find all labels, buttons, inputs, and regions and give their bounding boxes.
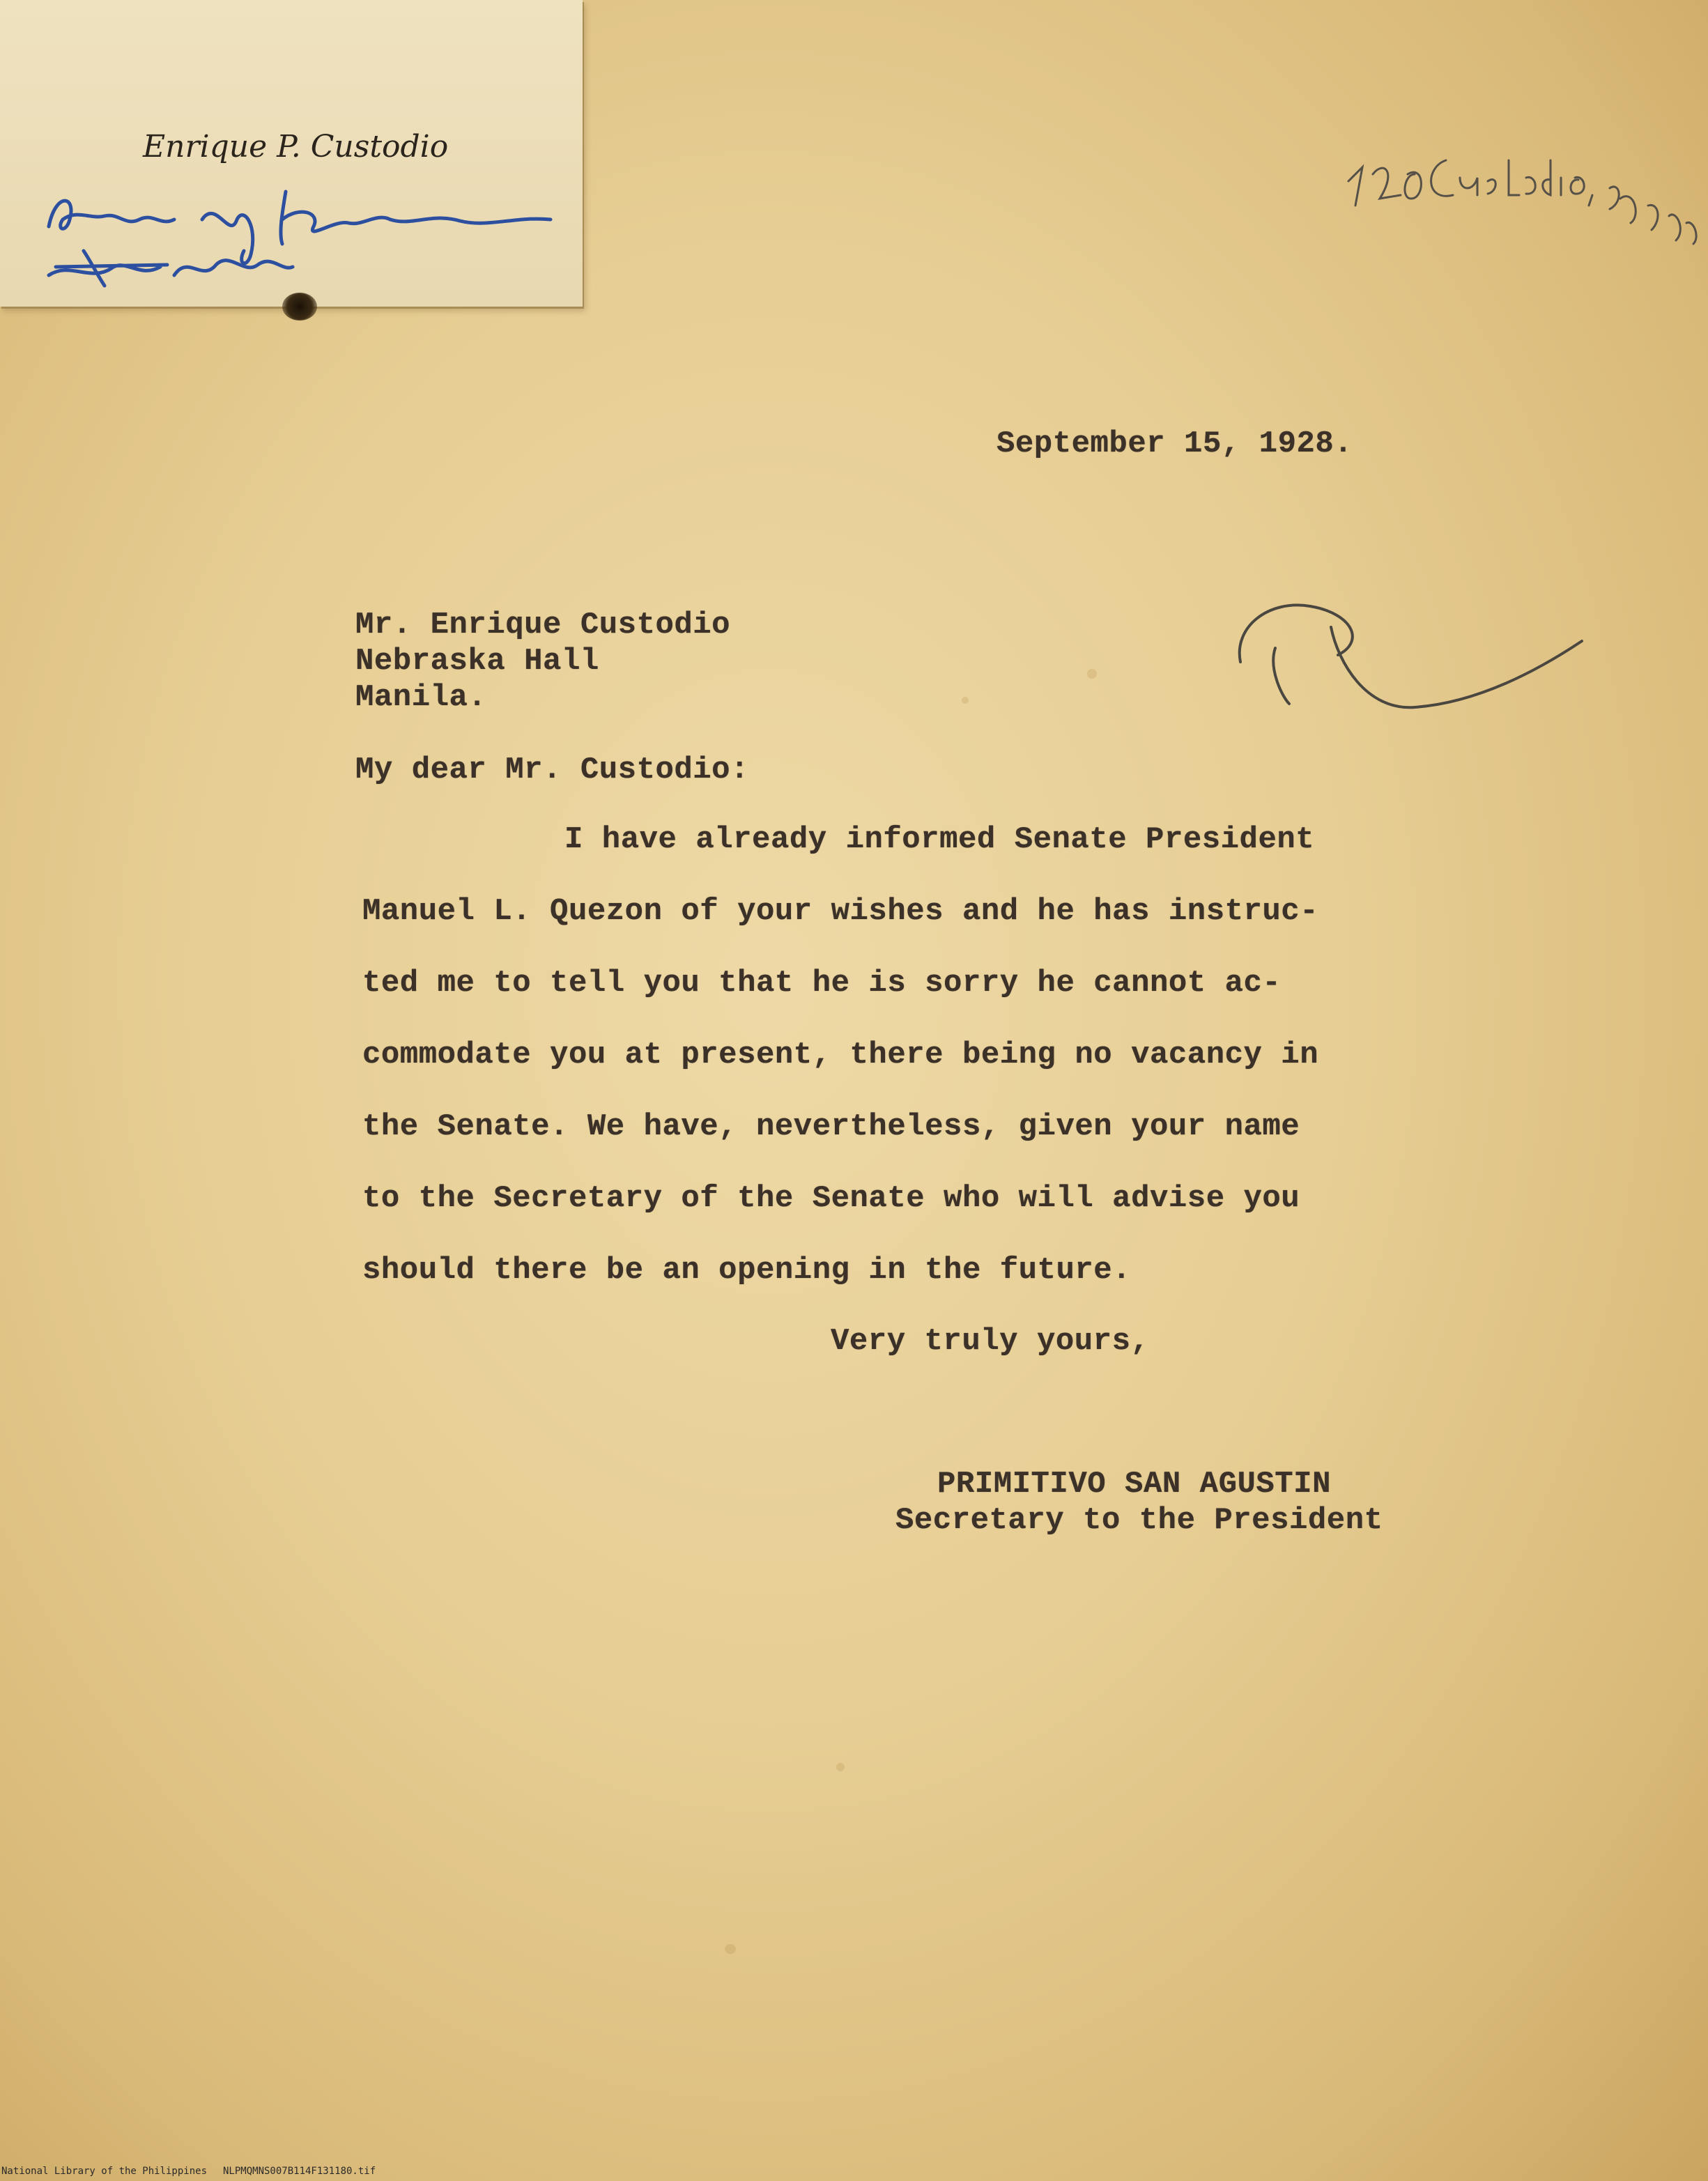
- body-line: ted me to tell you that he is sorry he cannot ac-: [362, 966, 1282, 1001]
- signatory-name: PRIMITIVO SAN AGUSTIN: [937, 1467, 1331, 1502]
- handwritten-initial-mark: [1226, 585, 1589, 725]
- card-printed-name: Enrique P. Custodio: [143, 129, 449, 164]
- body-line: commodate you at present, there being no vacancy in: [362, 1038, 1319, 1072]
- letter-date: September 15, 1928.: [997, 426, 1353, 461]
- body-line: the Senate. We have, nevertheless, given your name: [362, 1109, 1300, 1144]
- complimentary-close: Very truly yours,: [831, 1324, 1150, 1359]
- salutation: My dear Mr. Custodio:: [355, 753, 749, 787]
- body-line: should there be an opening in the future.: [362, 1253, 1132, 1288]
- archive-filename-label: NLPMQMNS007B114F131180.tif: [223, 2166, 376, 2177]
- body-line: Manuel L. Quezon of your wishes and he has instruc-: [362, 894, 1319, 929]
- recipient-name: Mr. Enrique Custodio: [355, 608, 731, 642]
- filing-note-handwriting: [1341, 139, 1704, 251]
- card-handwritten-note: [42, 178, 557, 289]
- recipient-address-line-2: Manila.: [355, 680, 487, 715]
- burn-mark: [282, 293, 317, 321]
- recipient-address-line-1: Nebraska Hall: [355, 644, 599, 679]
- paper-spot: [725, 1944, 736, 1954]
- paper-spot: [836, 1763, 845, 1771]
- paper-spot: [962, 697, 969, 704]
- calling-card: [0, 0, 583, 307]
- body-line: to the Secretary of the Senate who will advise you: [362, 1181, 1300, 1216]
- archive-source-label: National Library of the Philippines: [1, 2166, 208, 2177]
- signatory-title: Secretary to the President: [895, 1503, 1383, 1538]
- body-line: I have already informed Senate President: [564, 822, 1315, 857]
- paper-spot: [1087, 669, 1097, 679]
